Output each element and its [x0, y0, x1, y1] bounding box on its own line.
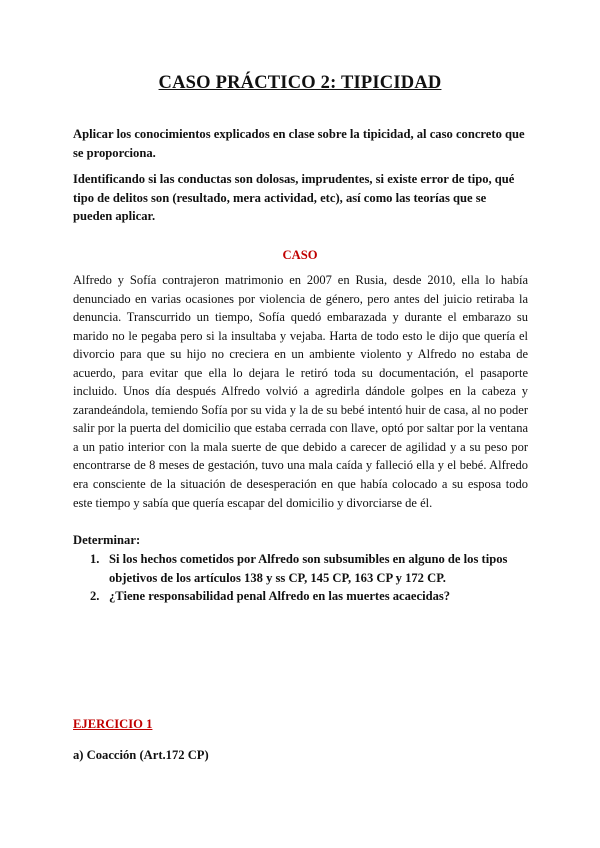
- document-title: CASO PRÁCTICO 2: TIPICIDAD: [158, 73, 442, 93]
- determine-label: Determinar:: [73, 533, 141, 547]
- question-text: ¿Tiene responsabilidad penal Alfredo en las muertes acaecidas?: [109, 589, 451, 603]
- question-text: Si los hechos cometidos por Alfredo son subsumibles en alguno de los tipos objetivos de los artículos 138 y ss CP, 145 CP, 163 CP y 172 CP.: [109, 552, 508, 585]
- instructions-paragraph-1: Aplicar los conocimientos explicados en clase sobre la tipicidad, al caso concreto que se proporciona.: [73, 127, 525, 160]
- exercise-subheading: a) Coacción (Art.172 CP): [73, 748, 209, 762]
- question-item: [73, 550, 528, 587]
- case-heading: CASO: [282, 248, 318, 262]
- case-narrative: Alfredo y Sofía contrajeron matrimonio en 2007 en Rusia, desde 2010, ella lo había denunciado en varias ocasiones por violencia de género, pero antes del juicio retiraba la denuncia. Transcurrido un tiempo, Sofía quedó embarazada y durante el embarazo su marido no le pegaba pero si la insultaba y vejaba. Harta de todo esto le dijo que quería el divorcio para que su hijo no creciera en un ambiente violento y Alfredo no estaba de acuerdo, para evitar que ella lo dejara le retiró toda su documentación, el pasaporte incluido. Unos día después Alfredo volvió a agredirla dándole golpes en la cabeza y zarandeándola, temiendo Sofía por su vida y la de su bebé intentó huir de casa, al no poder salir por la puerta del domicilio que estaba cerrada con llave, optó por saltar por la ventana a un patio interior con la mala suerte de que debido a carecer de agilidad y a su peso por encontrarse de 8 meses de gestación, tuvo una mala caída y falleció ella y el bebé. Alfredo era consciente de la situación de desesperación en que había colocado a su esposa todo este tiempo y sabía que quería escapar del domicilio y divorciarse de él.: [73, 273, 528, 510]
- question-item: [73, 587, 528, 606]
- question-number: 1.: [90, 552, 100, 566]
- questions-list: [73, 550, 528, 606]
- instructions-paragraph-2: Identificando si las conductas son dolosas, imprudentes, si existe error de tipo, qué tipo de delitos son (resultado, mera actividad, etc), así como las teorías que se pueden aplicar.: [73, 172, 515, 223]
- question-number: 2.: [90, 589, 100, 603]
- exercise-heading: EJERCICIO 1: [73, 717, 153, 731]
